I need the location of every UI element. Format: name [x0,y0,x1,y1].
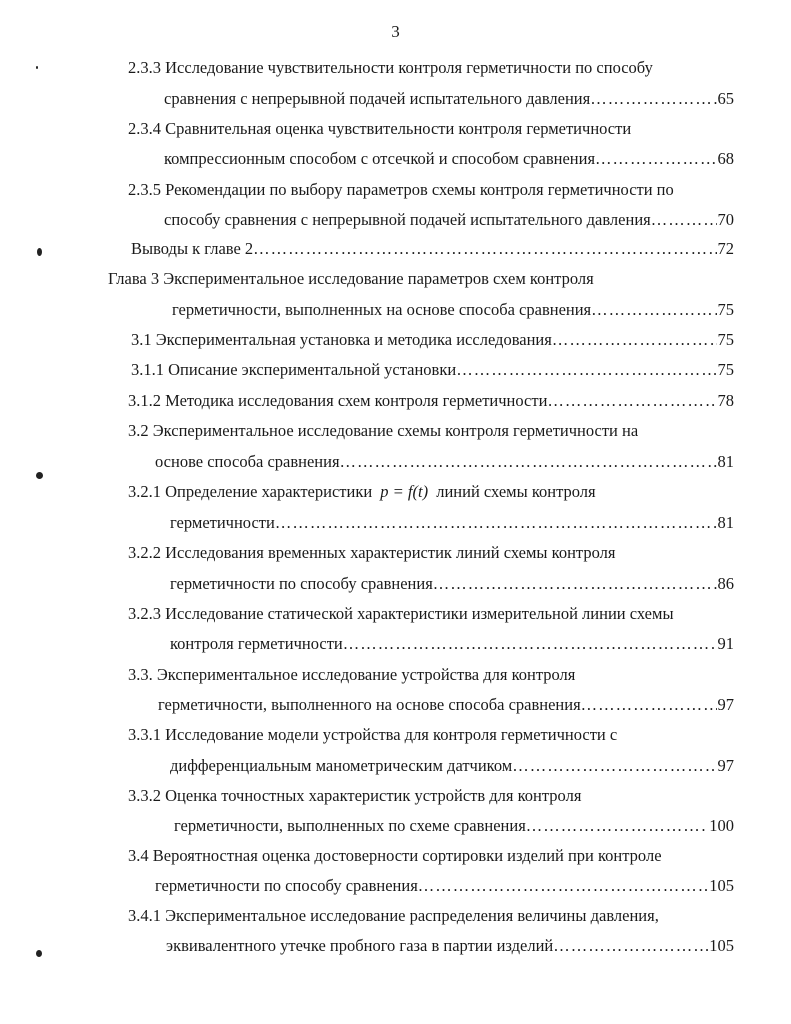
toc-entry-text: герметичности, выполненных на основе способа сравнения [172,300,592,319]
toc-entry-3-2-title: 3.2 Экспериментальное исследование схемы контроля герметичности на [128,421,639,440]
toc-page-number: 65 [717,89,734,108]
toc-entry-3-3-2-continuation [174,816,734,836]
page-number: 3 [391,22,400,41]
toc-chapter-3-title: Глава 3 Экспериментальное исследование параметров схем контроля [108,269,594,288]
dot-leader [526,816,708,836]
toc-page-number: 75 [717,300,734,319]
toc-entry-3-2-2-title: 3.2.2 Исследования временных характеристик линий схемы контроля [128,543,616,562]
toc-page-number: 97 [717,695,734,714]
toc-page-number: 100 [709,816,734,835]
toc-entry-text: дифференциальным манометрическим датчиком [170,756,513,775]
toc-entry-text: компрессионным способом с отсечкой и способом сравнения [164,149,596,168]
toc-entry-3-4-1-title: 3.4.1 Экспериментальное исследование распределения величины давления, [128,906,659,925]
toc-entry-2-3-4-title: 2.3.4 Сравнительная оценка чувствительности контроля герметичности [128,119,632,138]
toc-page-number: 86 [717,574,734,593]
toc-page-number: 75 [717,330,734,349]
dot-leader [651,210,717,230]
toc-entry-text: основе способа сравнения [155,452,340,471]
toc-entry-conclusions-ch2 [131,239,734,259]
scan-speck [37,248,42,256]
toc-entry-text: линий схемы контроля [436,482,596,501]
toc-page-number: 72 [717,239,734,258]
toc-entry-text: контроля герметичности [170,634,343,653]
toc-entry-3-2-continuation [155,452,734,472]
toc-page-number: 70 [717,210,734,229]
toc-entry-text: 3.2.1 Определение характеристики [128,482,373,501]
toc-page-number: 97 [717,756,734,775]
toc-entry-3-4-continuation [155,876,734,896]
dot-leader [433,574,717,594]
toc-page-number: 105 [709,936,734,955]
toc-page-number: 81 [717,513,734,532]
toc-entry-text: герметичности, выполненных по схеме сравнения [174,816,526,835]
toc-entry-text: сравнения с непрерывной подачей испытательного давления [164,89,591,108]
toc-entry-2-3-5-title: 2.3.5 Рекомендации по выбору параметров схемы контроля герметичности по [128,180,674,199]
toc-entry-3-1-1 [131,360,734,380]
dot-leader [275,513,717,533]
scan-speck [36,472,43,479]
toc-entry-3-2-1-continuation [170,513,734,533]
dot-leader [253,239,716,259]
dot-leader [591,300,716,320]
toc-entry-3-1-2 [128,391,734,411]
toc-entry-2-3-4-continuation [164,149,734,169]
dot-leader [590,89,716,109]
toc-page-number: 68 [717,149,734,168]
toc-page-number: 105 [709,876,734,895]
toc-page-number: 81 [717,452,734,471]
scan-speck [36,950,42,957]
toc-chapter-3-continuation [172,300,734,320]
dot-leader [552,330,717,350]
toc-entry-text: герметичности по способу сравнения [155,876,418,895]
toc-entry-text: герметичности, выполненного на основе способа сравнения [158,695,581,714]
scan-speck [36,66,38,69]
toc-entry-text: герметичности по способу сравнения [170,574,433,593]
toc-entry-3-2-2-continuation [170,574,734,594]
toc-entry-3-3-title: 3.3. Экспериментальное исследование устройства для контроля [128,665,576,684]
toc-entry-3-2-3-title: 3.2.3 Исследование статической характеристики измерительной линии схемы [128,604,674,623]
toc-entry-3-2-1-title [128,482,596,502]
toc-entry-text: Выводы к главе 2 [131,239,254,258]
toc-page-number: 75 [717,360,734,379]
dot-leader [343,634,717,654]
toc-entry-3-4-title: 3.4 Вероятностная оценка достоверности сортировки изделий при контроле [128,846,662,865]
toc-entry-text: 3.1 Экспериментальная установка и методика исследования [131,330,552,349]
toc-entry-3-3-2-title: 3.3.2 Оценка точностных характеристик устройств для контроля [128,786,582,805]
dot-leader [512,756,716,776]
toc-entry-3-3-continuation [158,695,734,715]
toc-entry-text: герметичности [170,513,275,532]
toc-entry-3-3-1-continuation [170,756,734,776]
toc-entry-text: 3.1.1 Описание экспериментальной установки [131,360,457,379]
toc-entry-3-3-1-title: 3.3.1 Исследование модели устройства для контроля герметичности с [128,725,618,744]
toc-entry-3-2-3-continuation [170,634,734,654]
toc-entry-2-3-3-title: 2.3.3 Исследование чувствительности контроля герметичности по способу [128,58,653,77]
toc-entry-3-4-1-continuation [166,936,734,956]
toc-entry-3-1 [131,330,734,350]
toc-page-number: 91 [717,634,734,653]
dot-leader [581,695,717,715]
toc-page-number: 78 [717,391,734,410]
dot-leader [456,360,716,380]
toc-entry-text: эквивалентного утечке пробного газа в партии изделий [166,936,554,955]
toc-entry-text: 3.1.2 Методика исследования схем контроля герметичности [128,391,548,410]
dot-leader [418,876,708,896]
dot-leader [553,936,708,956]
dot-leader [547,391,716,411]
formula: p = f(t) [380,482,429,501]
dot-leader [595,149,716,169]
toc-entry-text: способу сравнения с непрерывной подачей испытательного давления [164,210,651,229]
dot-leader [340,452,717,472]
toc-entry-2-3-3-continuation [164,89,734,109]
toc-entry-2-3-5-continuation [164,210,734,230]
